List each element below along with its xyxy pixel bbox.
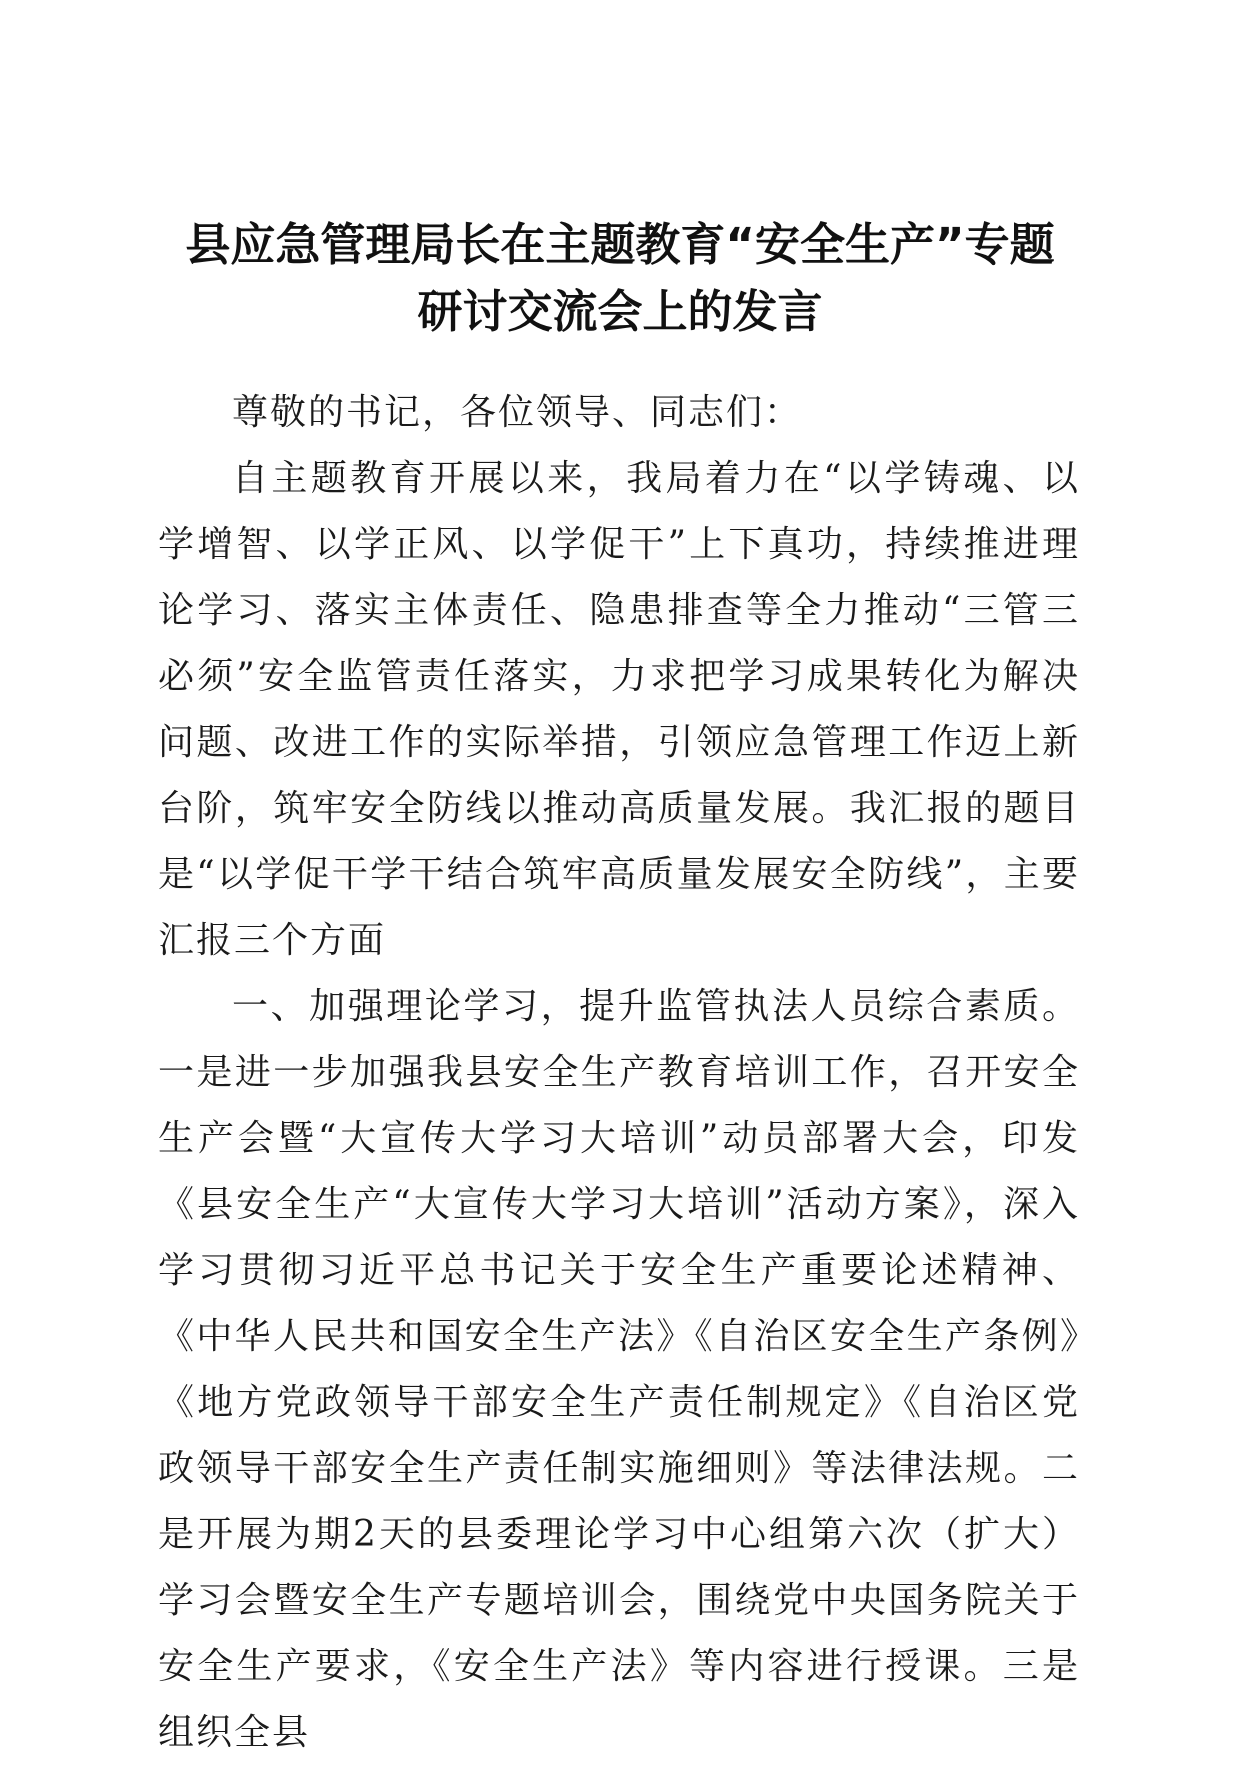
salutation: 尊敬的书记，各位领导、同志们： [232,392,803,433]
document-title-line-1: 县应急管理局长在主题教育“安全生产”专题 [185,218,1055,271]
intro-paragraph: 自主题教育开展以来，我局着力在“以学铸魂、以学增智、以学正风、以学促干”上下真功，持续推进理论学习、落实主体责任、隐患排查等全力推动“三管三必须”安全监管责任落实，力求把学习成果转化为解决问题、改进工作的实际举措，引领应急管理工作迈上新台阶，筑牢安全防线以推动高质量发展。我汇报的题目是“以学促干学干结合筑牢高质量发展安全防线”，主要汇报三个方面 [158,458,1080,961]
section-one-paragraph: 一、加强理论学习，提升监管执法人员综合素质。一是进一步加强我县安全生产教育培训工作，召开安全生产会暨“大宣传大学习大培训”动员部署大会，印发《县安全生产“大宣传大学习大培训”活动方案》，深入学习贯彻习近平总书记关于安全生产重要论述精神、《中华人民共和国安全生产法》《自治区安全生产条例》《地方党政领导干部安全生产责任制规定》《自治区党政领导干部安全生产责任制实施细则》等法律法规。二是开展为期2天的县委理论学习中心组第六次（扩大）学习会暨安全生产专题培训会，围绕党中央国务院关于安全生产要求，《安全生产法》等内容进行授课。三是组织全县 [158,986,1080,1753]
document-title-line-2: 研讨交流会上的发言 [417,285,823,338]
document-body [158,380,1080,1766]
